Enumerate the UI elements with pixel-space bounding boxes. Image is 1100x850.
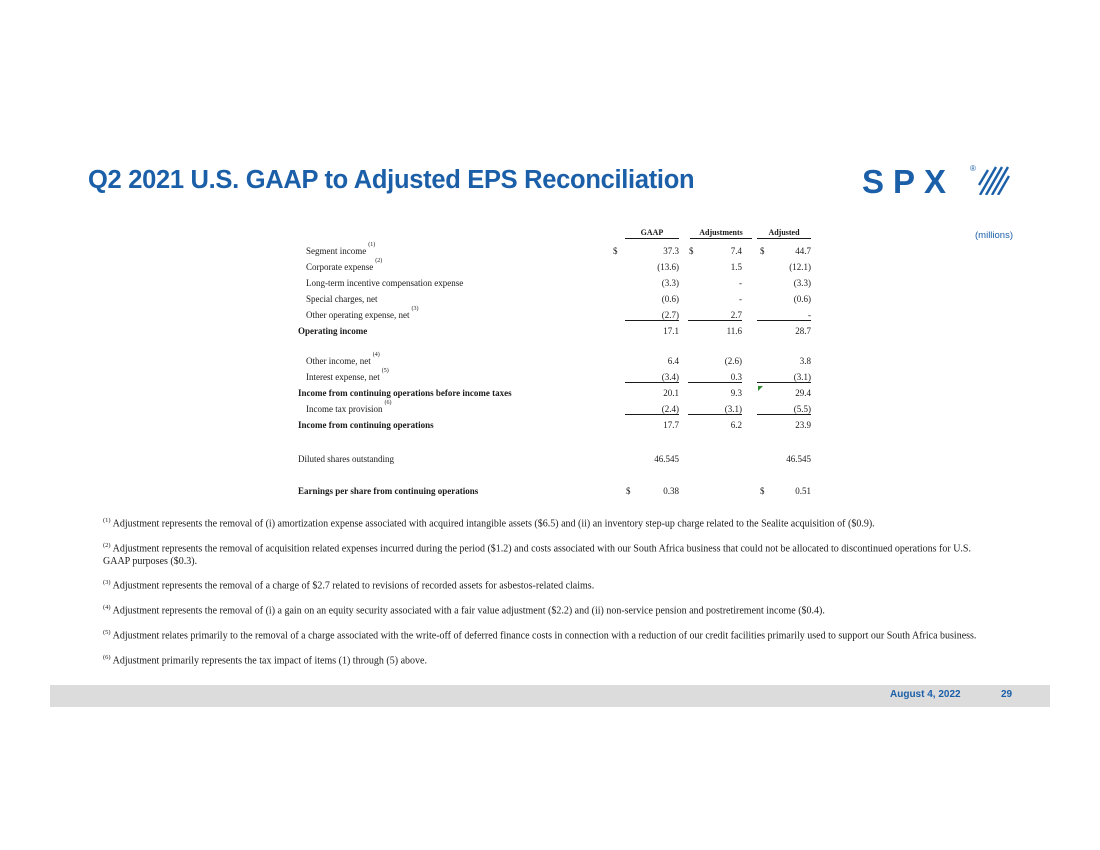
column-header-adjustments: Adjustments [690,228,752,239]
row-label-text: Operating income [298,326,368,336]
page-number: 29 [1001,689,1013,700]
row-label-text: Earnings per share from continuing operations [298,486,479,496]
footnote-ref: (1) [368,242,376,248]
footnote-text: Adjustment represents the removal of acquisition related expenses incurred during the period ($1.2) and costs associated with our South Africa business that could not be allocated to discontinued operations for U.S. GAAP purposes ($0.3). [103,543,971,567]
footnote-number: (4) [103,603,111,611]
gaap-value: 0.38 [663,486,679,496]
footnote-number: (6) [103,653,111,661]
adjusted-value: (5.5) [757,404,811,415]
footnote-text: Adjustment relates primarily to the removal of a charge associated with the write-off of deferred finance costs in connection with a reduction of our credit facilities primarily used to support our South Africa business. [112,630,977,642]
table-row [0,388,1100,404]
logo-wordmark: SPX [862,163,956,200]
table-row [0,400,1100,420]
adjustment-value: 9.3 [730,388,742,398]
row-label-text: Income from continuing operations [298,420,434,430]
adjusted-value: (3.3) [793,278,811,288]
units-label: (millions) [975,230,1013,241]
dollar-sign: $ [613,246,618,256]
footnote-number: (2) [103,541,111,549]
footnote-text: Adjustment represents the removal of (i) a gain on an equity security associated with a fair value adjustment ($2.2) and (ii) non-service pension and postretirement income ($0.4). [112,605,825,617]
row-label [306,294,378,304]
footnote-number: (3) [103,579,111,587]
row-label [306,400,392,414]
row-label-text: Income tax provision [306,404,383,414]
dollar-sign: $ [760,246,765,256]
gaap-value: (3.3) [661,278,679,288]
adjusted-value: (3.1) [757,372,811,383]
row-label [306,242,376,256]
footer-date: August 4, 2022 [890,689,961,700]
adjustment-value: 11.6 [726,326,742,336]
column-header-adjusted: Adjusted [757,228,811,239]
table-row [0,326,1100,342]
footnote [103,577,983,593]
row-label-text: Corporate expense [306,262,374,272]
footnote [103,602,983,618]
table-row [0,294,1100,310]
adjusted-value: 29.4 [795,388,811,398]
gaap-value: (2.7) [625,310,679,321]
row-label-text: Income from continuing operations before income taxes [298,388,512,398]
row-label-text: Other income, net [306,356,371,366]
row-label [298,454,394,464]
table-row [0,368,1100,388]
row-label [306,258,383,272]
dollar-sign: $ [626,486,631,496]
dollar-sign: $ [760,486,765,496]
footnotes [103,515,983,676]
row-label [298,420,434,430]
row-label-text: Interest expense, net [306,372,380,382]
gaap-value: (3.4) [625,372,679,383]
footnote-text: Adjustment represents the removal of (i) amortization expense associated with acquired intangible assets ($6.5) and (ii) an inventory step-up charge related to the Sealite acquisition of ($0.9). [112,518,875,530]
adjustment-value: (3.1) [688,404,742,415]
gaap-value: (2.4) [625,404,679,415]
row-label [298,388,512,398]
row-label [306,352,380,366]
footnote-ref: (3) [411,306,419,312]
footnote-ref: (6) [384,400,392,406]
row-label-text: Other operating expense, net [306,310,410,320]
page-title: Q2 2021 U.S. GAAP to Adjusted EPS Reconciliation [88,166,695,194]
gaap-value: 20.1 [663,388,679,398]
gaap-value: 6.4 [667,356,679,366]
gaap-value: (13.6) [657,262,679,272]
footnote [103,627,983,643]
gaap-value: 17.1 [663,326,679,336]
adjusted-value: 0.51 [795,486,811,496]
adjustment-value: 2.7 [688,310,742,321]
footnote-text: Adjustment primarily represents the tax impact of items (1) through (5) above. [112,654,427,666]
adjustment-value: 1.5 [730,262,742,272]
adjusted-value: (12.1) [789,262,811,272]
row-label-text: Segment income [306,246,367,256]
adjustment-value: 6.2 [730,420,742,430]
footnote [103,540,983,568]
adjustment-value: (2.6) [724,356,742,366]
table-row [0,486,1100,502]
adjusted-value: 23.9 [795,420,811,430]
gaap-value: 17.7 [663,420,679,430]
footer-bar [50,685,1050,707]
gaap-value: 37.3 [663,246,679,256]
adjusted-value: 3.8 [799,356,811,366]
column-header-gaap: GAAP [625,228,679,239]
footnote [103,515,983,531]
table-row [0,352,1100,372]
registered-mark: ® [970,164,976,173]
footnote-number: (1) [103,517,111,524]
footnote-ref: (2) [375,258,383,264]
row-label [306,368,389,382]
row-label-text: Diluted shares outstanding [298,454,394,464]
gaap-value: 46.545 [654,454,679,464]
footnote-ref: (4) [372,352,380,358]
table-row [0,258,1100,278]
row-label [306,278,463,288]
table-row [0,242,1100,262]
footnote [103,652,983,668]
row-label-text: Special charges, net [306,294,378,304]
gaap-value: (0.6) [661,294,679,304]
table-row [0,420,1100,436]
adjusted-value: 44.7 [795,246,811,256]
footnote-text: Adjustment represents the removal of a charge of $2.7 related to revisions of recorded assets for asbestos-related claims. [112,580,595,592]
adjustment-value: - [739,294,742,304]
row-label [298,326,367,336]
adjustment-value: 7.4 [730,246,742,256]
dollar-sign: $ [689,246,694,256]
adjustment-value: - [739,278,742,288]
comment-marker-icon [758,386,763,391]
adjustment-value: 0.3 [688,372,742,383]
row-label [298,486,478,496]
table-row [0,306,1100,326]
row-label [306,306,419,320]
row-label-text: Long-term incentive compensation expense [306,278,464,288]
table-row [0,454,1100,470]
adjusted-value: 28.7 [795,326,811,336]
footnote-number: (5) [103,628,111,636]
adjusted-value: - [757,310,811,321]
table-row [0,278,1100,294]
adjusted-value: 46.545 [786,454,811,464]
adjusted-value: (0.6) [793,294,811,304]
footnote-ref: (5) [381,368,389,374]
